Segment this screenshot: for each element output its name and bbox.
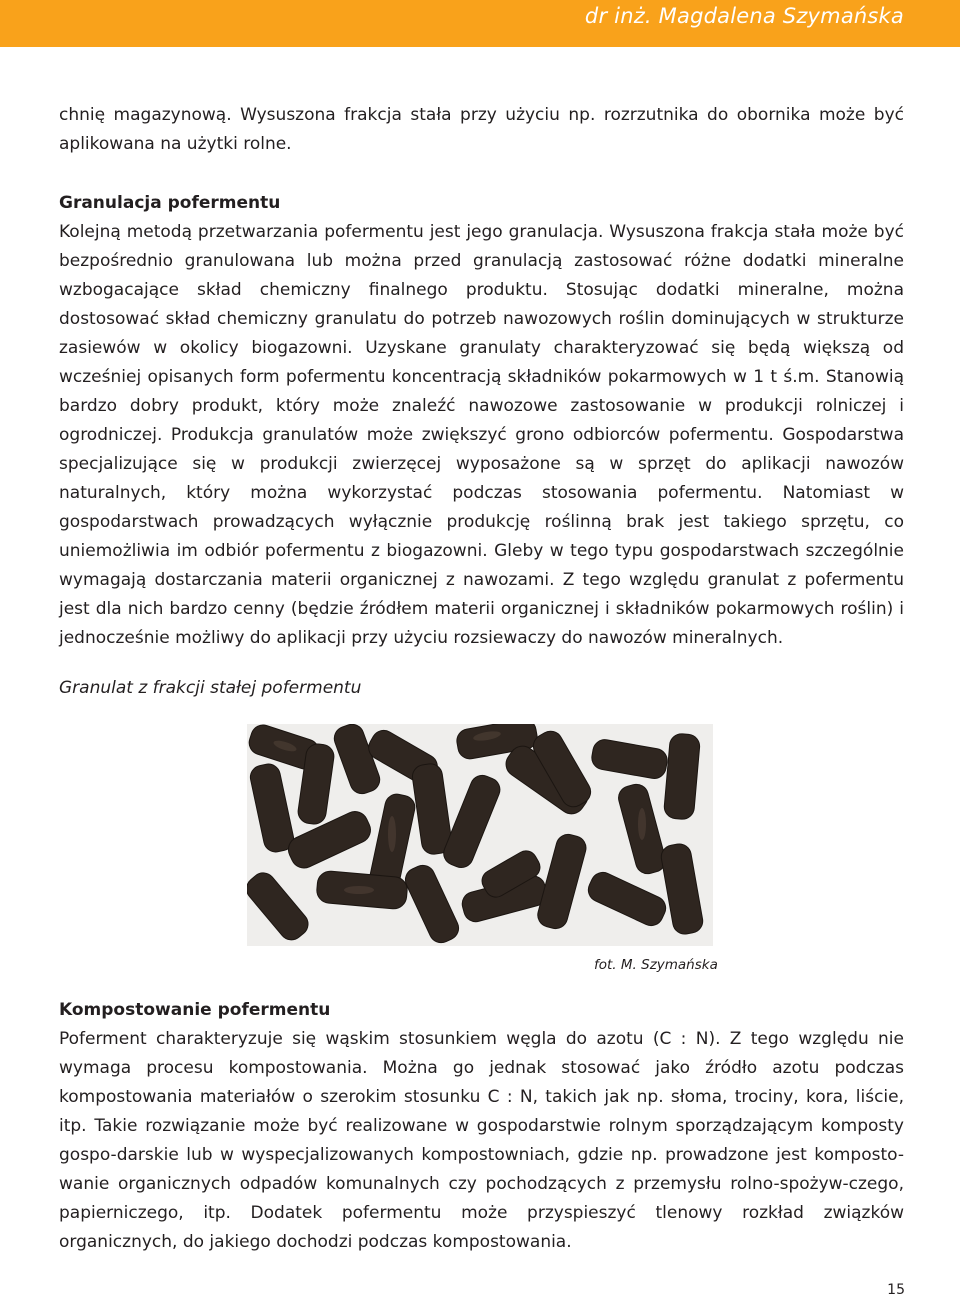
composting-heading (59, 996, 904, 1025)
granulate-photo (247, 724, 713, 946)
composting-paragraph: Poferment charakteryzuje się wąskim stosunkiem węgla do azotu (C : N). Z tego względu nie wymaga procesu kompostowania. Można go jednak stosować jako źródło azotu podczas kompostowania materiałów o szerokim stosunku C : N, takich jak np. słoma, trociny, kora, liście, itp. Takie rozwiązanie może być realizowane w gospodarstwie rolnym sporządzającym komposty gospo-darskie lub w wyspecjalizowanych kompostowniach, gdzie np. prowadzone jest komposto-wanie organicznych odpadów komunalnych czy pochodzących z przemysłu rolno-spożyw-czego, papierniczego, itp. Dodatek pofermentu może przyspieszyć tlenowy rozkład związków organicznych, do jakiego dochodzi podczas kompostowania. (59, 1029, 904, 1252)
composting-heading-text: Kompostowanie pofermentu (59, 1000, 331, 1020)
granulation-heading (59, 189, 904, 218)
granulation-heading-text: Granulacja pofermentu (59, 193, 281, 213)
header-author: dr inż. Magdalena Szymańska (584, 4, 904, 28)
photo-credit: fot. M. Szymańska (594, 957, 718, 973)
page-number: 15 (887, 1282, 905, 1298)
granulation-paragraph: Kolejną metodą przetwarzania pofermentu jest jego granulacja. Wysuszona frakcja stała może być bezpośrednio granulowana lub można przed granulacją zastosować różne dodatki mineralne wzbogacające skład chemiczny finalnego produktu. Stosując dodatki mineralne, można dostosować skład chemiczny granulatu do potrzeb nawozowych roślin dominujących w strukturze zasiewów w okolicy biogazowni. Uzyskane granulaty charakteryzować się będą większą od wcześniej opisanych form pofermentu koncentracją składników pokarmowych w 1 t ś.m. Stanowią bardzo dobry produkt, który może znaleźć nawozowe zastosowanie w produkcji rolniczej i ogrodniczej. Produkcja granulatów może zwiększyć grono odbiorców pofermentu. Gospodarstwa specjalizujące się w produkcji zwierzęcej wyposażone są w sprzęt do aplikacji nawozów naturalnych, który można wykorzystać podczas stosowania pofermentu. Natomiast w gospodarstwach prowadzących wyłącznie produkcję roślinną brak jest takiego sprzętu, co uniemożliwia im odbiór pofermentu z biogazowni. Gleby w tego typu gospodarstwach szczególnie wymagają dostarczania materii organicznej z nawozami. Z tego względu granulat z pofermentu jest dla nich bardzo cenny (będzie źródłem materii organicznej i składników pokarmowych roślin) i jednocześnie możliwy do aplikacji przy użyciu rozsiewaczy do nawozów mineralnych. (59, 222, 904, 648)
intro-paragraph: chnię magazynową. Wysuszona frakcja stała przy użyciu np. rozrzutnika do obornika może być aplikowana na użytki rolne. (59, 105, 904, 154)
figure-caption: Granulat z frakcji stałej pofermentu (59, 678, 362, 698)
granulate-photo-illustration (247, 724, 713, 946)
